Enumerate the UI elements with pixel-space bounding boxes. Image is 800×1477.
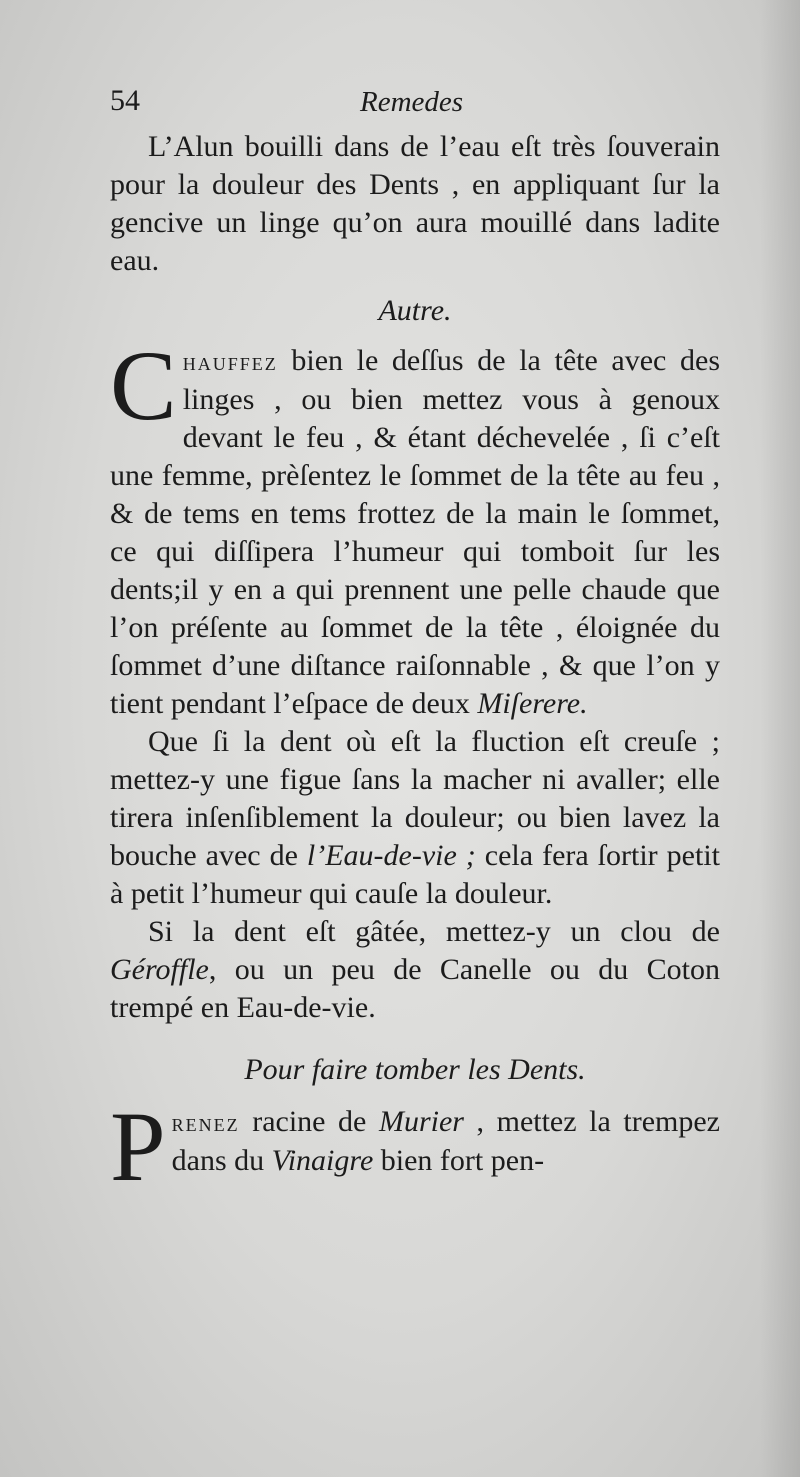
paragraph-dent-creuse [110,723,720,913]
section-heading-autre: Autre. [378,294,452,327]
small-caps-prenez: renez [171,1108,240,1137]
paragraph-dent-creuse-text: Que ſi la dent où eſt la fluction eſt creuſe ; mettez-y une figue ſans la macher ni avaller; elle tirera inſenſiblement la douleur; ou bien lavez la bouche avec de [110,725,720,872]
running-head [110,84,720,128]
italic-murier: Murier [378,1105,464,1138]
section-heading-tomber-dents: Pour faire tomber les Dents. [244,1053,586,1086]
paragraph-alun [110,128,720,280]
paragraph-alun-text: L’Alun bouilli dans de l’eau eſt très ſouverain pour la douleur des Dents , en appliquant ſur la gencive un linge qu’on aura mouillé dans ladite eau. [110,130,720,277]
drop-cap-p: P [110,1091,166,1202]
paragraph-dent-creuse-text-2: cela fera ſortir petit à petit l’humeur qui cauſe la douleur. [110,839,720,910]
small-caps-chauffez: hauffez [182,347,278,376]
paragraph-dent-gatee-text-2: , ou un peu de Canelle ou du Coton trempé en Eau-de-vie. [110,953,720,1024]
paragraph-chauffez [110,330,720,723]
paragraph-dent-gatee-text: Si la dent eſt gâtée, mettez-y un clou de [148,915,720,948]
paragraph-prenez-text-3: bien fort pen- [373,1144,545,1177]
italic-miserere: Miſerere. [477,687,588,720]
paragraph-chauffez-text: bien le deſſus de la tête avec des linges , ou bien mettez vous à genoux devant le feu , & étant déchevelée , ſi c’eſt une femme, prèſentez le ſommet de la tête au feu , & de tems en tems frottez de la main le ſommet, ce qui diſſipera l’humeur qui tomboit ſur les dents;il y en a qui prennent une pelle chaude que l’on préſente au ſommet de la tête , éloignée du ſommet d’une diſtance raiſonnable , & que l’on y tient pendant l’eſpace de deux [110,344,720,720]
drop-cap-c: C [110,330,177,441]
italic-vinaigre: Vinaigre [271,1144,374,1177]
page-gutter-shadow [760,0,800,1477]
paragraph-prenez-text: racine de [239,1105,379,1138]
text-block [110,84,720,1202]
paragraph-dent-gatee [110,913,720,1027]
italic-eau-de-vie: l’Eau-de-vie ; [306,839,476,872]
page-number: 54 [110,84,140,117]
paragraph-prenez [110,1091,720,1202]
paragraph-prenez-text-2: , mettez la trempez dans du [171,1105,720,1177]
italic-geroffle: Géroffle [110,953,209,986]
running-title: Remedes [360,86,464,118]
